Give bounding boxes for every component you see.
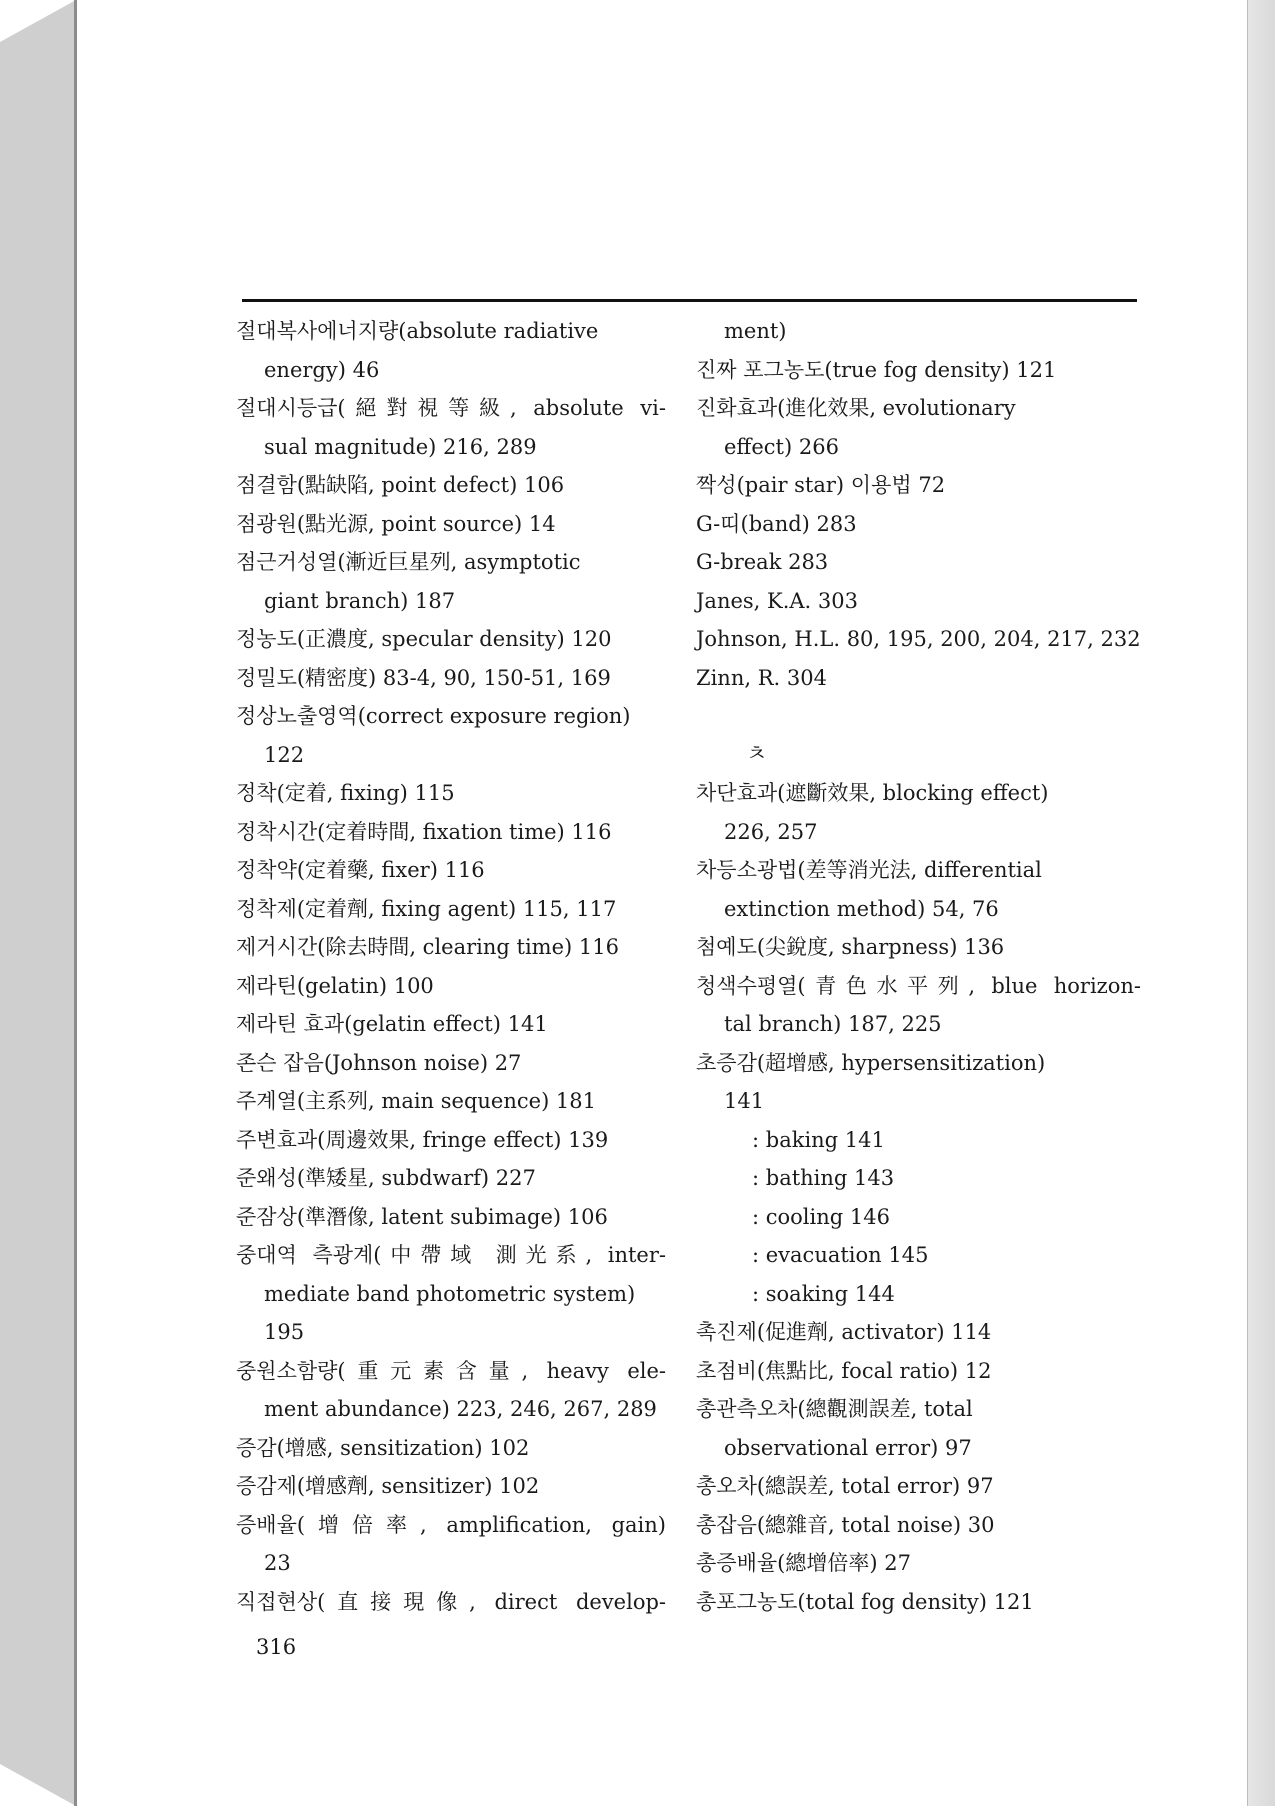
index-entry: 중원소함량(重元素含量, heavy ele- (236, 1358, 666, 1383)
index-entry: 제라틴(gelatin) 100 (236, 973, 434, 998)
index-entry: tal branch) 187, 225 (724, 1012, 942, 1036)
index-entry: giant branch) 187 (264, 588, 456, 613)
index-entry: 점광원(點光源, point source) 14 (236, 511, 556, 536)
book-spine (0, 0, 77, 1806)
index-entry: 195 (264, 1320, 305, 1344)
index-entry: 정상노출영역(correct exposure region) (236, 704, 631, 728)
index-entry: 23 (264, 1551, 291, 1575)
index-entry: 직접현상(直接現像, direct develop- (236, 1589, 666, 1614)
index-entry: 정착제(定着劑, fixing agent) 115, 117 (236, 896, 617, 921)
index-entry: ment) (724, 319, 787, 343)
index-entry: effect) 266 (724, 434, 839, 459)
index-entry: 차단효과(遮斷效果, blocking effect) (696, 781, 1049, 805)
index-entry: 주계열(主系列, main sequence) 181 (236, 1089, 597, 1113)
index-entry: 점근거성열(漸近巨星列, asymptotic (236, 550, 581, 574)
index-entry: sual magnitude) 216, 289 (264, 434, 537, 459)
index-entry: Janes, K.A. 303 (696, 588, 858, 613)
index-entry: ment abundance) 223, 246, 267, 289 (264, 1397, 657, 1421)
index-entry: 226, 257 (724, 819, 818, 844)
index-entry: : evacuation 145 (752, 1243, 929, 1267)
index-entry: 제거시간(除去時間, clearing time) 116 (236, 935, 619, 959)
index-entry: 141 (724, 1089, 765, 1113)
index-entry: 차등소광법(差等消光法, differential (696, 858, 1042, 882)
index-entry: : baking 141 (752, 1127, 885, 1152)
index-entry: 122 (264, 742, 305, 767)
index-entry: observational error) 97 (724, 1435, 972, 1460)
index-entry: 점결함(點缺陷, point defect) 106 (236, 473, 565, 497)
index-entry: 중대역 측광계(中帶域 測光系, inter- (236, 1243, 666, 1267)
index-entry: 진짜 포그농도(true fog density) 121 (696, 357, 1057, 382)
index-column-left (236, 312, 666, 1621)
index-entry: energy) 46 (264, 357, 380, 382)
spacer (696, 697, 1141, 736)
section-letter: ㅊ (746, 741, 768, 767)
index-entry: 청색수평열(青色水平列, blue horizon- (696, 973, 1141, 998)
index-entry: 정농도(正濃度, specular density) 120 (236, 627, 612, 651)
index-entry: 초점비(焦點比, focal ratio) 12 (696, 1358, 992, 1383)
index-entry: 첨예도(尖銳度, sharpness) 136 (696, 935, 1005, 959)
index-entry: : soaking 144 (752, 1281, 895, 1306)
index-entry: mediate band photometric system) (264, 1281, 636, 1306)
index-entry: extinction method) 54, 76 (724, 896, 999, 921)
index-entry: 증감(增感, sensitization) 102 (236, 1435, 530, 1460)
index-entry: 촉진제(促進劑, activator) 114 (696, 1320, 992, 1344)
index-entry: 절대시등급(絕對視等級, absolute vi- (236, 396, 666, 420)
index-entry: 짝성(pair star) 이용법 72 (696, 473, 946, 497)
index-entry: 정착시간(定着時間, fixation time) 116 (236, 819, 612, 844)
page-edge (1247, 0, 1275, 1806)
index-entry: 증배율(增倍率, amplification, gain) (236, 1512, 666, 1537)
index-entry: 정착(定着, fixing) 115 (236, 781, 455, 805)
index-entry: : cooling 146 (752, 1204, 890, 1229)
index-entry: Zinn, R. 304 (696, 665, 827, 690)
index-entry: 총증배율(總增倍率) 27 (696, 1551, 911, 1575)
page-number: 316 (256, 1635, 297, 1659)
index-entry: 정착약(定着藥, fixer) 116 (236, 858, 485, 882)
index-entry: 초증감(超增感, hypersensitization) (696, 1050, 1046, 1075)
header-rule (242, 299, 1137, 302)
index-column-right (696, 312, 1141, 1621)
index-entry: 존슨 잡음(Johnson noise) 27 (236, 1050, 522, 1075)
index-entry: G-띠(band) 283 (696, 511, 857, 536)
index-entry: 총오차(總誤差, total error) 97 (696, 1474, 994, 1498)
index-entry: 절대복사에너지량(absolute radiative (236, 319, 599, 343)
index-entry: 제라틴 효과(gelatin effect) 141 (236, 1012, 548, 1036)
index-entry: 준왜성(準矮星, subdwarf) 227 (236, 1166, 536, 1190)
index-entry: 진화효과(進化效果, evolutionary (696, 396, 1016, 420)
index-entry: 총관측오차(總觀測誤差, total (696, 1397, 973, 1421)
index-entry: 정밀도(精密度) 83-4, 90, 150-51, 169 (236, 665, 611, 690)
index-entry: G-break 283 (696, 550, 829, 574)
index-entry: 총포그농도(total fog density) 121 (696, 1589, 1034, 1614)
index-entry: 주변효과(周邊效果, fringe effect) 139 (236, 1127, 609, 1152)
index-entry: : bathing 143 (752, 1166, 895, 1190)
index-entry: 준잠상(準潛像, latent subimage) 106 (236, 1204, 608, 1229)
index-entry: Johnson, H.L. 80, 195, 200, 204, 217, 232 (696, 627, 1141, 651)
index-entry: 증감제(增感劑, sensitizer) 102 (236, 1474, 540, 1498)
index-entry: 총잡음(總雜音, total noise) 30 (696, 1512, 995, 1537)
